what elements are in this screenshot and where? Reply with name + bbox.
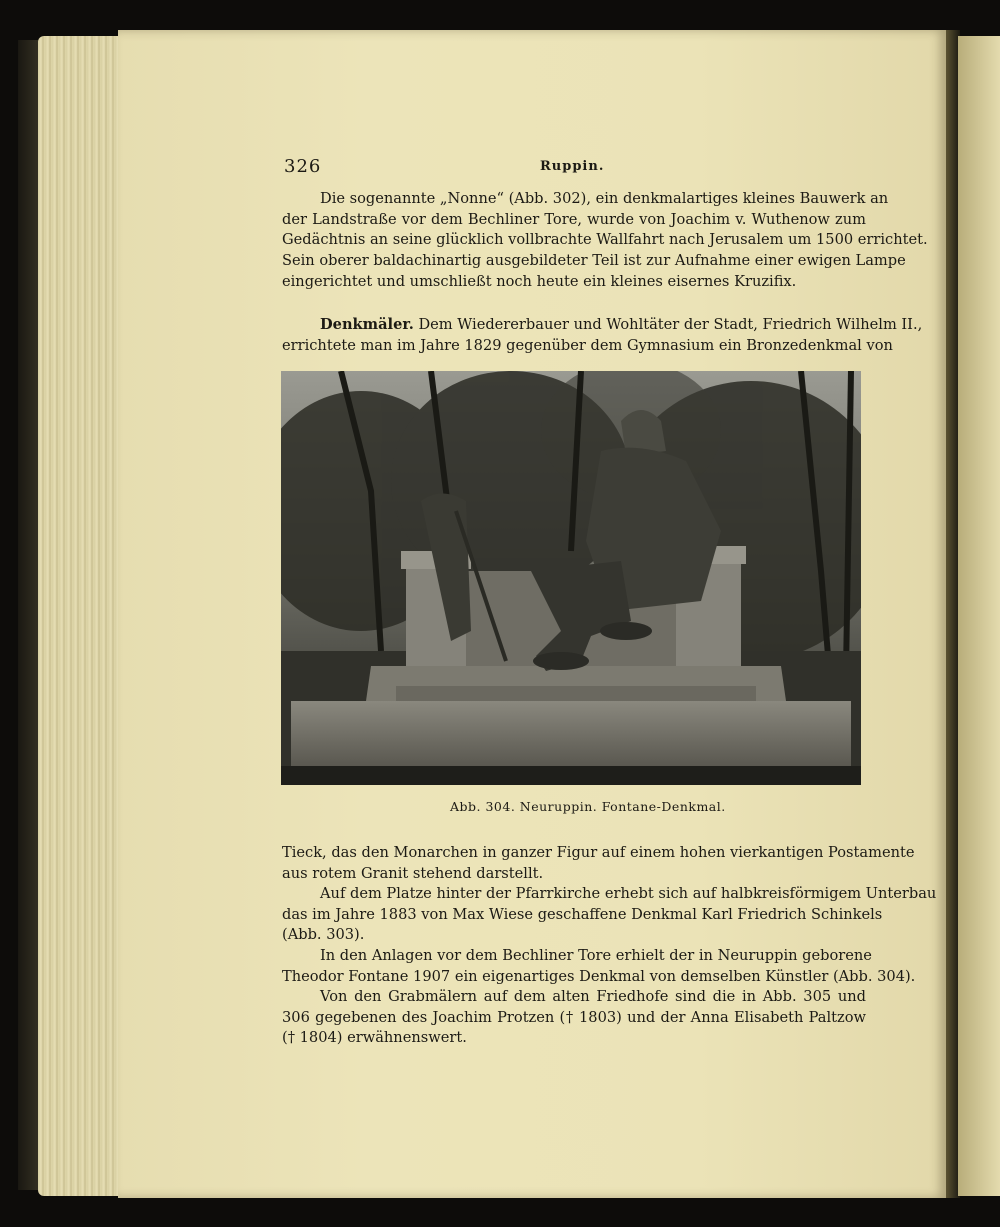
paragraph-fontane <box>282 946 916 987</box>
text-line-rest: Dem Wiedererbauer und Wohltäter der Stadt, Friedrich Wilhelm II., <box>418 316 923 333</box>
paragraph-tieck <box>282 843 915 884</box>
paragraph-grabmaeler <box>282 987 866 1049</box>
text-line: (Abb. 303). <box>282 926 365 944</box>
paragraph-denkmaeler <box>282 315 923 356</box>
running-head: Ruppin. <box>540 159 605 174</box>
text-line: Sein oberer baldachinartig ausgebildeter Teil ist zur Aufnahme einer ewigen Lampe <box>282 252 906 270</box>
text-line: Die sogenannte „Nonne“ (Abb. 302), ein denkmalartiges kleines Bauwerk an <box>320 190 889 207</box>
text-line: († 1804) erwähnenswert. <box>282 1029 467 1047</box>
text-line: Gedächtnis an seine glücklich vollbrachte Wallfahrt nach Jerusalem um 1500 errichtet. <box>282 231 928 249</box>
paragraph-nonne <box>282 189 928 293</box>
text-line: 306 gegebenen des Joachim Protzen († 1803) und der Anna Elisabeth Paltzow <box>282 1008 866 1026</box>
text-line: errichtete man im Jahre 1829 gegenüber dem Gymnasium ein Bronzedenkmal von <box>282 336 893 354</box>
text-line <box>282 315 923 336</box>
text-line: das im Jahre 1883 von Max Wiese geschaffene Denkmal Karl Friedrich Schinkels <box>282 905 883 923</box>
text-line: Tieck, das den Monarchen in ganzer Figur auf einem hohen vierkantigen Postamente <box>282 844 915 861</box>
text-line: aus rotem Granit stehend darstellt. <box>282 864 544 882</box>
section-lead: Denkmäler. <box>320 316 414 333</box>
text-line: eingerichtet und umschließt noch heute ein kleines eisernes Kruzifix. <box>282 272 797 290</box>
figure-caption: Abb. 304. Neuruppin. Fontane-Denkmal. <box>450 799 726 814</box>
fontane-monument-photo <box>281 371 861 785</box>
text-line: der Landstraße vor dem Bechliner Tore, wurde von Joachim v. Wuthenow zum <box>282 210 866 228</box>
text-line: Von den Grabmälern auf dem alten Friedhofe sind die in Abb. 305 und <box>320 988 866 1005</box>
text-line: Auf dem Platze hinter der Pfarrkirche erhebt sich auf halbkreisförmigem Unterbau <box>320 885 937 902</box>
page-number: 326 <box>284 156 322 177</box>
text-line: In den Anlagen vor dem Bechliner Tore erhielt der in Neuruppin geborene <box>320 947 872 964</box>
text-line: Theodor Fontane 1907 ein eigenartiges Denkmal von demselben Künstler (Abb. 304). <box>282 967 916 985</box>
paragraph-schinkel <box>282 884 937 946</box>
